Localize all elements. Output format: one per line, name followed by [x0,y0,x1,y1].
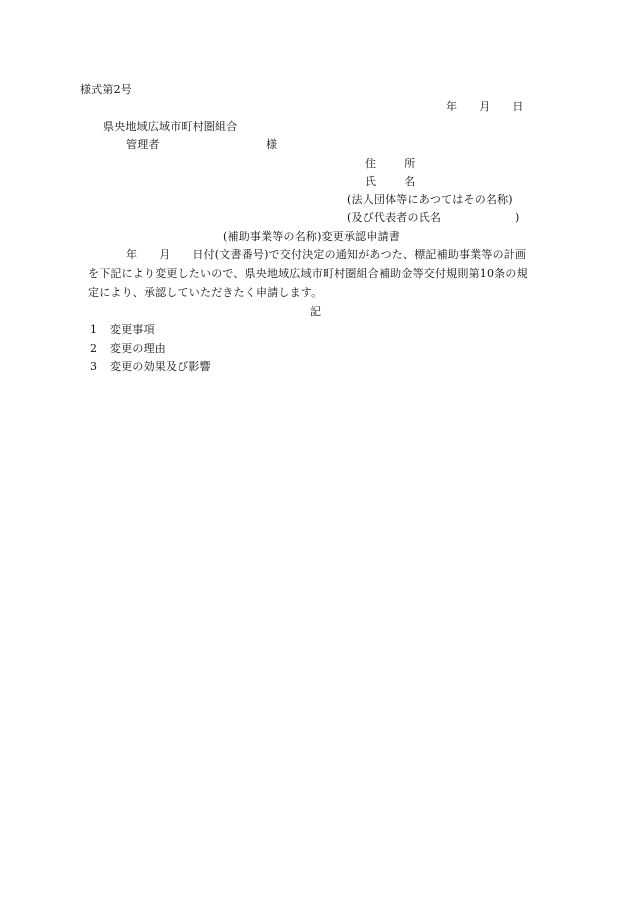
body-line-1-text: 日付(文書番号)で交付決定の通知があつた、標記補助事業等の計画 [192,248,527,261]
applicant-name-label [365,176,415,187]
applicant-address-label [365,158,415,169]
date-year-label: 年 [446,100,458,113]
list-item-text: 変更の効果及び影響 [110,360,211,373]
body-month-label: 月 [159,248,171,261]
date-line [446,101,524,112]
body-line-3: 定により、承認していただきたく申請します。 [88,286,323,299]
list-item-number: 2 [90,342,98,355]
representative-note-close: ) [515,211,520,224]
representative-note: (及び代表者の氏名 [347,211,442,224]
body-line-1 [126,249,526,260]
list-item-text: 変更の理由 [110,342,166,355]
body-year-label: 年 [126,248,138,261]
document-title: (補助事業等の名称)変更承認申請書 [223,230,400,243]
date-day-label: 日 [512,100,524,113]
addressee: 県央地域広域市町村圏組合 [103,120,238,133]
corporation-note: (法人団体等にあつてはその名称) [347,193,513,206]
manager-label: 管理者 [126,138,160,151]
address-label-2: 所 [404,157,416,170]
name-label-2: 名 [404,175,416,188]
list-item [90,324,155,335]
list-item-number: 1 [90,323,98,336]
date-month-label: 月 [479,100,491,113]
body-line-2: を下記により変更したいので、県央地域広域市町村圏組合補助金等交付規則第10条の規 [88,267,528,280]
form-number: 様式第2号 [80,83,132,96]
list-item [90,361,211,372]
list-item [90,343,166,354]
list-item-number: 3 [90,360,98,373]
name-label-1: 氏 [365,175,377,188]
ki-heading: 記 [310,305,322,318]
honorific: 様 [266,138,278,151]
list-item-text: 変更事項 [110,323,155,336]
address-label-1: 住 [365,157,377,170]
